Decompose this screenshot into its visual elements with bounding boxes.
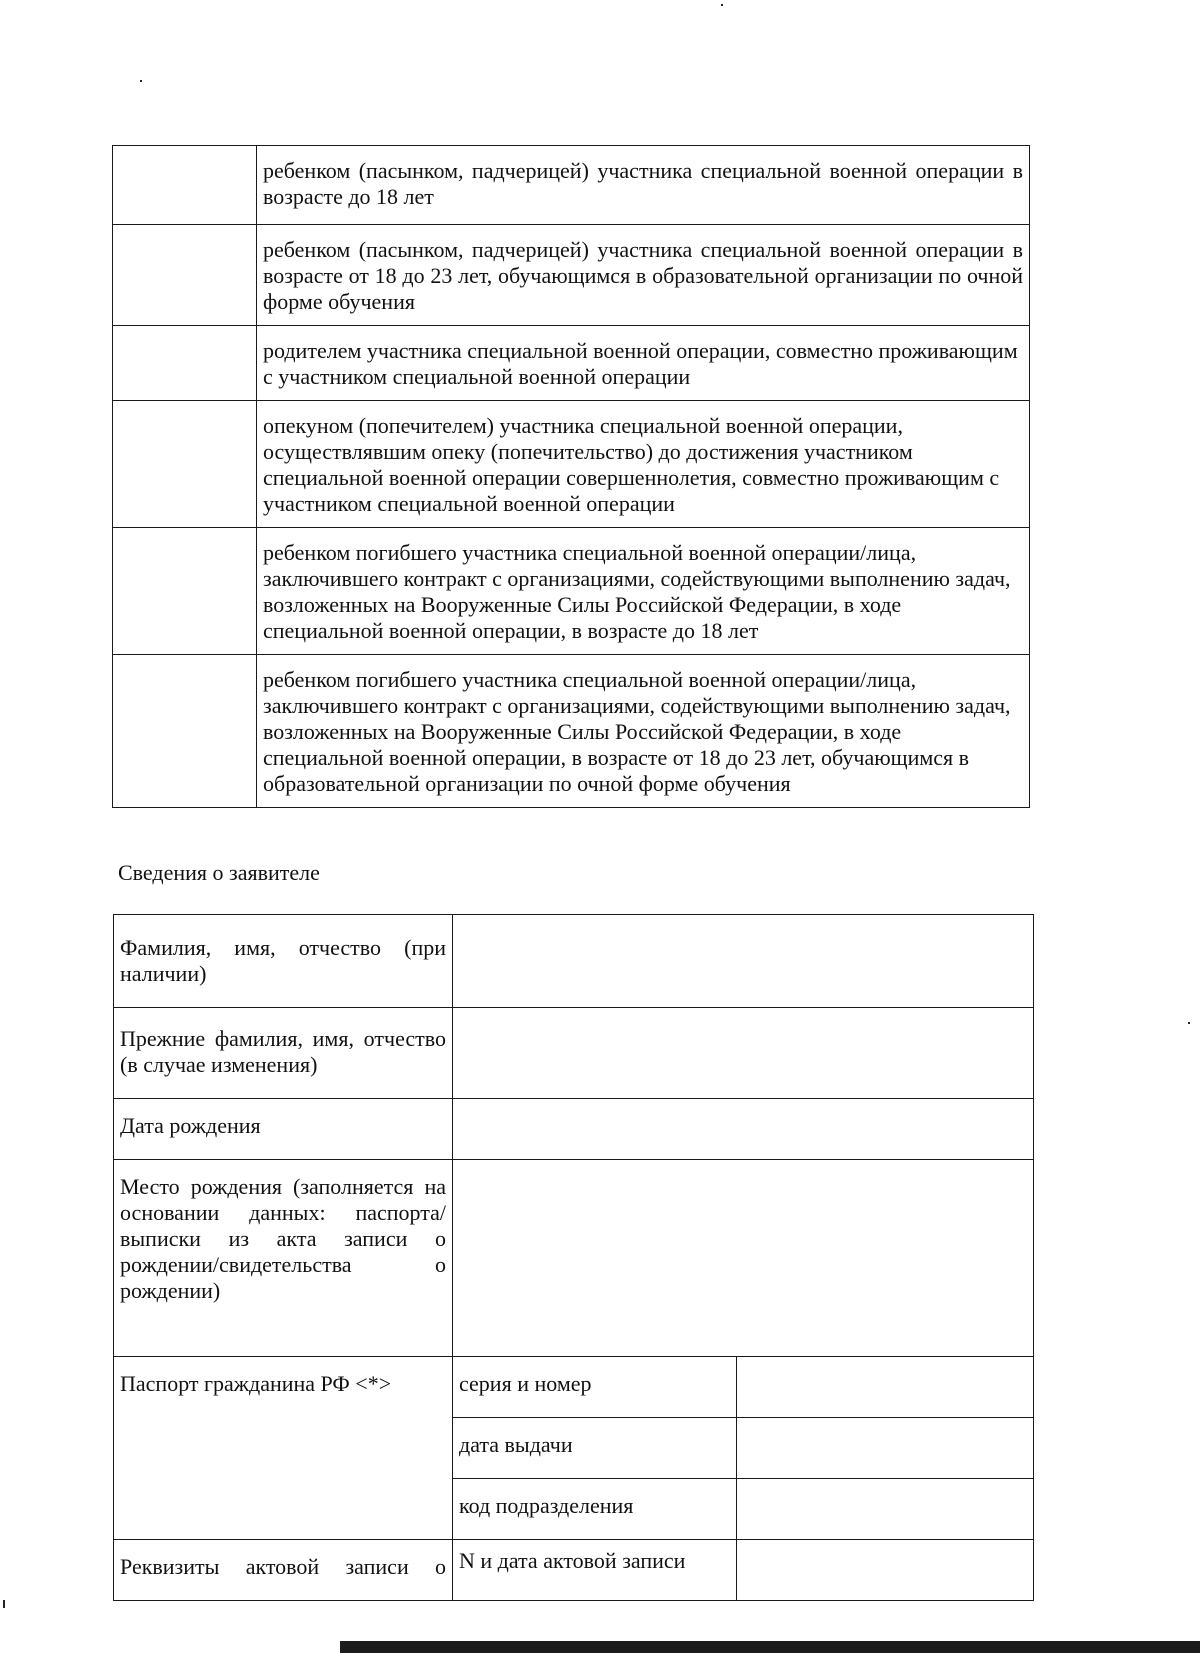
scan-edge-band [340,1641,1200,1653]
passport-row [114,1357,1034,1418]
passport-issue-date-label: дата выдачи [453,1418,737,1479]
birth-date-row [114,1099,1034,1160]
passport-series-number-label: серия и номер [453,1357,737,1418]
category-row [113,326,1030,401]
passport-issue-date-field[interactable] [737,1418,1034,1479]
category-row [113,655,1030,808]
category-checkbox-cell[interactable] [113,401,257,528]
applicant-section-heading: Сведения о заявителе [118,860,320,885]
passport-series-number-field[interactable] [737,1357,1034,1418]
birth-date-label: Дата рождения [114,1099,453,1160]
category-checkbox-cell[interactable] [113,326,257,401]
act-record-label: Реквизиты актовой записи о [114,1540,453,1601]
act-record-row [114,1540,1034,1601]
category-row [113,146,1030,225]
passport-label: Паспорт гражданина РФ <*> [114,1357,453,1540]
birth-place-row [114,1160,1034,1357]
birth-place-label: Место рождения (заполняется на основании данных: паспорта/выписки из акта записи о рождении/свидетельства о рождении) [114,1160,453,1357]
category-checkbox-cell[interactable] [113,655,257,808]
full-name-row [114,915,1034,1008]
act-record-number-date-label: N и дата актовой записи [453,1540,737,1601]
previous-name-field[interactable] [453,1008,1034,1099]
passport-division-code-label: код подразделения [453,1479,737,1540]
category-text: опекуном (попечителем) участника специальной военной операции, осуществлявшим опеку (попечительство) до достижения участником специальной военной операции совершеннолетия, совместно проживающим с участником специальной военной операции [257,401,1030,528]
passport-division-code-field[interactable] [737,1479,1034,1540]
category-checkbox-cell[interactable] [113,146,257,225]
scan-speck [140,80,142,82]
category-row [113,225,1030,326]
applicant-info-table [113,914,1034,1601]
category-text: родителем участника специальной военной операции, совместно проживающим с участником специальной военной операции [257,326,1030,401]
birth-place-field[interactable] [453,1160,1034,1357]
scan-speck [1188,1022,1190,1024]
scan-speck [721,4,723,6]
full-name-label: Фамилия, имя, отчество (при наличии) [114,915,453,1008]
full-name-field[interactable] [453,915,1034,1008]
category-text: ребенком (пасынком, падчерицей) участника специальной военной операции в возрасте до 18 лет [257,146,1030,225]
category-checkbox-cell[interactable] [113,528,257,655]
scan-speck [3,1600,5,1608]
birth-date-field[interactable] [453,1099,1034,1160]
category-row [113,401,1030,528]
previous-name-label: Прежние фамилия, имя, отчество (в случае изменения) [114,1008,453,1099]
category-text: ребенком погибшего участника специальной военной операции/лица, заключившего контракт с организациями, содействующими выполнению задач, возложенных на Вооруженные Силы Российской Федерации, в ходе специальной военной операции, в возрасте от 18 до 23 лет, обучающимся в образовательной организации по очной форме обучения [257,655,1030,808]
act-record-number-date-field[interactable] [737,1540,1034,1601]
category-text: ребенком (пасынком, падчерицей) участника специальной военной операции в возрасте от 18 до 23 лет, обучающимся в образовательной организации по очной форме обучения [257,225,1030,326]
previous-name-row [114,1008,1034,1099]
category-text: ребенком погибшего участника специальной военной операции/лица, заключившего контракт с организациями, содействующими выполнению задач, возложенных на Вооруженные Силы Российской Федерации, в ходе специальной военной операции, в возрасте до 18 лет [257,528,1030,655]
category-row [113,528,1030,655]
categories-table [112,145,1030,808]
category-checkbox-cell[interactable] [113,225,257,326]
